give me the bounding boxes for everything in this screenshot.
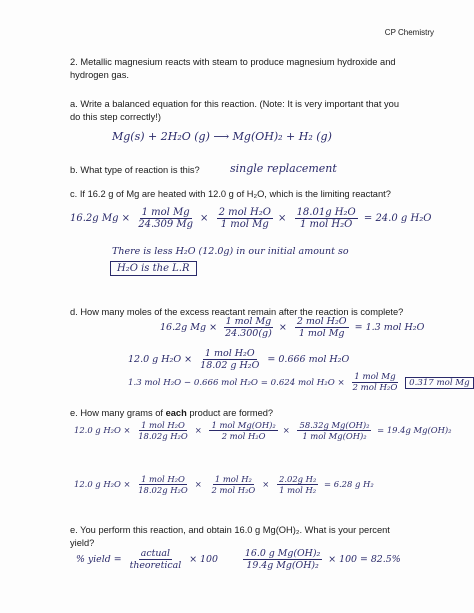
emphasis-each: each <box>165 408 187 418</box>
work-e2-factor-2: $\frac{\text{1 mol H₂}}{\text{2 mol H₂O}}$ <box>211 474 256 495</box>
work-d1-factor-1: $\frac{\text{1 mol Mg}}{24.300(g)}$ <box>225 316 272 339</box>
note-c: There is less H₂O (12.0g) in our initial amount so <box>112 246 349 257</box>
question-e <box>70 407 273 420</box>
question-c: c. If 16.2 g of Mg are heated with 12.0 g of H₂O, which is the limiting reactant? <box>70 189 391 199</box>
work-d1-factor-2: $\frac{\text{2 mol H₂O}}{\text{1 mol Mg}}$ <box>296 316 347 339</box>
question-a: a. Write a balanced equation for this reaction. (Note: It is very important that you do this step correctly!) <box>70 99 399 122</box>
work-e1-factor-3: $\frac{\text{58.32g Mg(OH)₂}}{\text{1 mol Mg(OH)₂}}$ <box>299 420 370 441</box>
work-f: % yield = $\frac{\text{actual}}{\text{theoretical}}$ × 100 $\frac{\text{16.0 g Mg(OH)₂}}{\text{19.4g Mg(OH)₂}}$ × 100 = 82.5% <box>76 548 401 571</box>
question-e-text: e. How many grams of each product are formed? <box>70 408 274 418</box>
answer-b: single replacement <box>230 162 337 175</box>
problem-intro: 2. Metallic magnesium reacts with steam to produce magnesium hydroxide and hydrogen gas. <box>70 57 396 80</box>
work-e2-factor-3: $\frac{\text{2.02g H₂}}{\text{1 mol H₂}}$ <box>279 474 317 495</box>
work-e1-factor-2: $\frac{\text{1 mol Mg(OH)₂}}{\text{2 mol H₂O}}$ <box>211 420 276 441</box>
work-c-factor-1: $\frac{\text{1 mol Mg}}{24.309 Mg}$ <box>138 207 194 230</box>
work-d-line-3: 1.3 mol H₂O − 0.666 mol H₂O = 0.624 mol H₂O × $\frac{\text{1 mol Mg}}{\text{2 mol H₂O}}$ 0.317 mol Mg <box>128 372 474 393</box>
work-c-factor-3: $\frac{\text{18.01g H₂O}}{\text{1 mol H₂O}}$ <box>296 207 356 230</box>
work-d-line-1: 16.2g Mg × $\frac{\text{1 mol Mg}}{24.300(g)}$ × $\frac{\text{2 mol H₂O}}{\text{1 mol Mg}}$ = 1.3 mol H₂O <box>160 316 425 339</box>
work-d-line-2: 12.0 g H₂O × $\frac{\text{1 mol H₂O}}{\text{18.02 g H₂O}}$ = 0.666 mol H₂O <box>128 348 350 371</box>
work-f-factor-2: $\frac{\text{16.0 g Mg(OH)₂}}{\text{19.4g Mg(OH)₂}}$ <box>244 548 321 571</box>
boxed-answer-c: H₂O is the L.R <box>110 261 197 276</box>
work-c-start: 16.2g Mg × <box>70 213 131 224</box>
work-f-factor-1: $\frac{\text{actual}}{\text{theoretical}}$ <box>129 548 182 571</box>
answer-a-equation: Mg(s) + 2H₂O (g) ⟶ Mg(OH)₂ + H₂ (g) <box>112 130 332 143</box>
work-e1-factor-1: $\frac{\text{1 mol H₂O}}{\text{18.02g H₂O}}$ <box>138 420 188 441</box>
work-d3-result: 0.317 mol Mg <box>405 377 473 389</box>
question-b: b. What type of reaction is this? <box>70 165 200 175</box>
course-header: CP Chemistry <box>384 28 434 37</box>
question-d: d. How many moles of the excess reactant remain after the reaction is complete? <box>70 307 404 317</box>
work-d2-factor-1: $\frac{\text{1 mol H₂O}}{\text{18.02 g H₂O}}$ <box>200 348 260 371</box>
work-c: 16.2g Mg × $\frac{\text{1 mol Mg}}{24.309 Mg}$ × $\frac{\text{2 mol H₂O}}{\text{1 mol Mg}}$ × $\frac{\text{18.01g H₂O}}{\text{1 mol H₂O}}$ = 24.0 g H₂O <box>70 207 432 230</box>
question-f: e. You perform this reaction, and obtain 16.0 g Mg(OH)₂. What is your percent yield? <box>70 525 390 548</box>
work-c-result: = 24.0 g H₂O <box>363 213 432 224</box>
work-e-line-1: 12.0 g H₂O × $\frac{\text{1 mol H₂O}}{\text{18.02g H₂O}}$ × $\frac{\text{1 mol Mg(OH)₂}}{\text{2 mol H₂O}}$ × $\frac{\text{58.32g Mg(OH)₂}}{\text{1 mol Mg(OH)₂}}$ = 19.4g Mg(OH)₂ <box>74 420 452 441</box>
work-e-line-2: 12.0 g H₂O × $\frac{\text{1 mol H₂O}}{\text{18.02g H₂O}}$ × $\frac{\text{1 mol H₂}}{\text{2 mol H₂O}}$ × $\frac{\text{2.02g H₂}}{\text{1 mol H₂}}$ = 6.28 g H₂ <box>74 474 374 495</box>
work-e2-factor-1: $\frac{\text{1 mol H₂O}}{\text{18.02g H₂O}}$ <box>138 474 188 495</box>
work-d3-factor-1: $\frac{\text{1 mol Mg}}{\text{2 mol H₂O}}$ <box>352 372 398 393</box>
work-c-factor-2: $\frac{\text{2 mol H₂O}}{\text{1 mol Mg}}$ <box>218 207 271 230</box>
